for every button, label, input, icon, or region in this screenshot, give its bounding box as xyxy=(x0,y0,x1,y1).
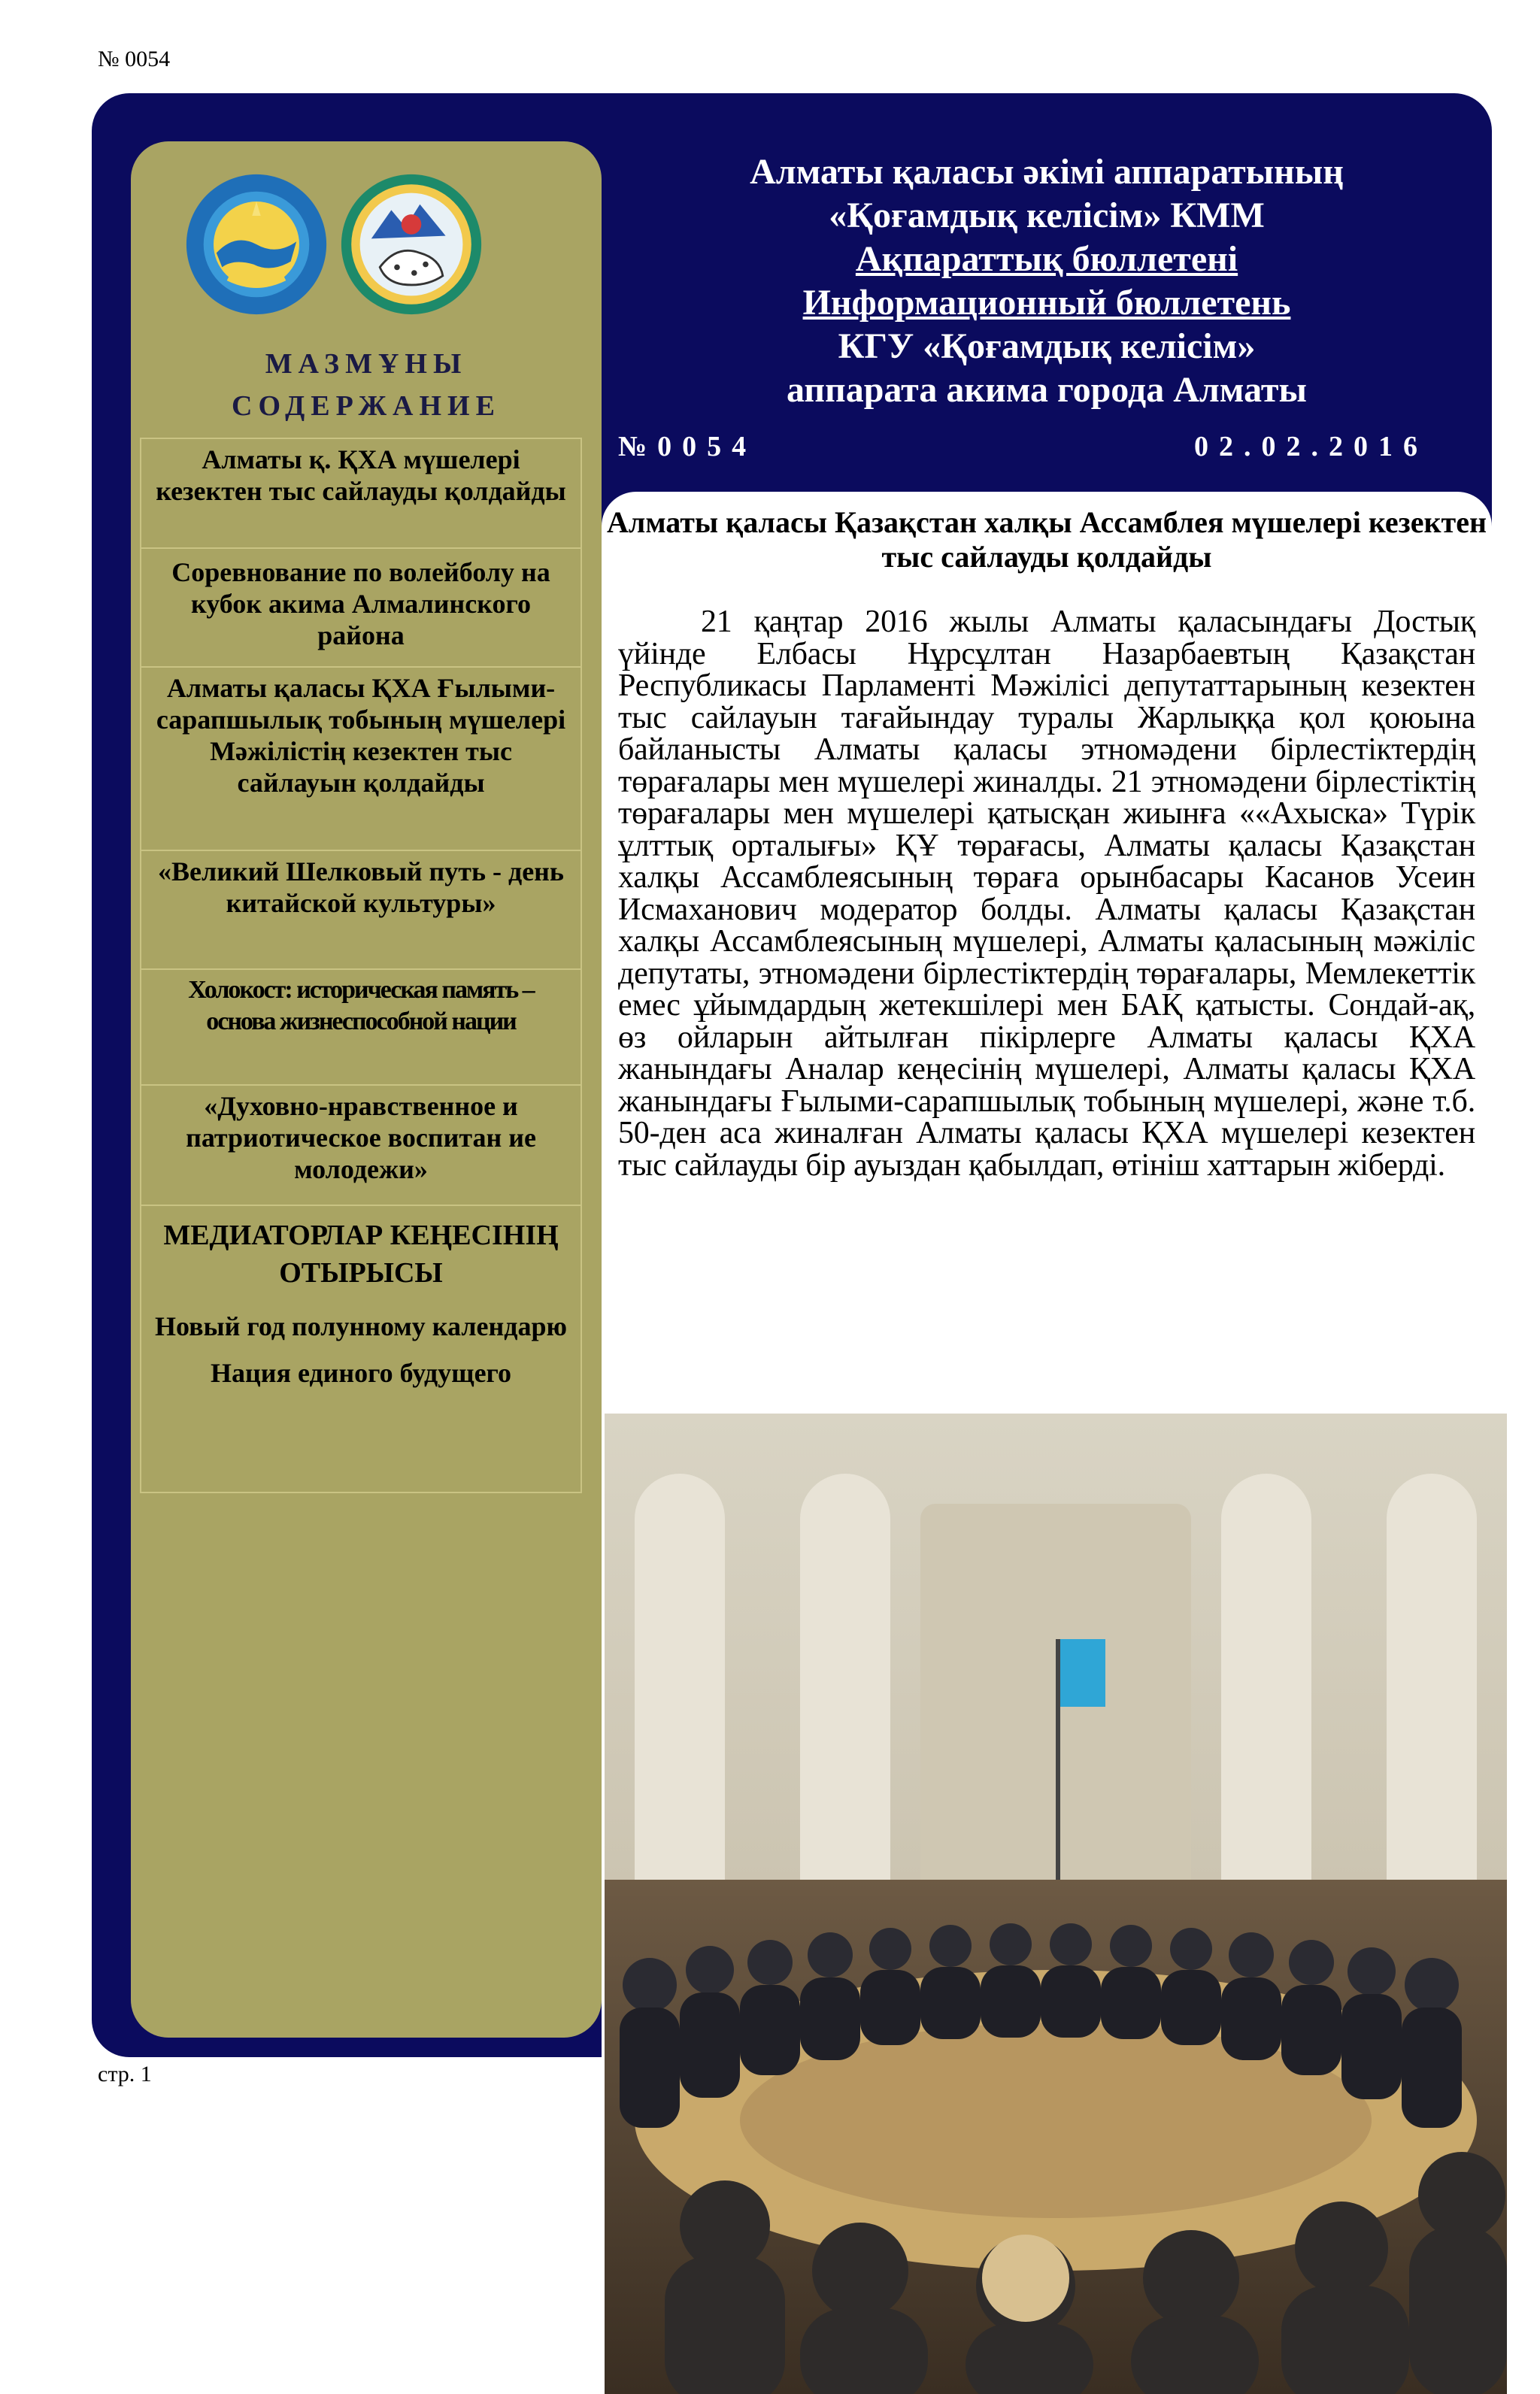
meeting-photo xyxy=(605,1414,1507,2394)
toc-item[interactable]: Соревнование по волейболу на кубок акима Алмалинского района xyxy=(141,549,581,668)
toc-heading-ru: СОДЕРЖАНИЕ xyxy=(232,390,501,422)
toc-item[interactable]: Нация единого будущего xyxy=(210,1358,511,1388)
title-line: Ақпараттық бюллетені xyxy=(855,239,1238,279)
title-line: «Қоғамдық келісім» КММ xyxy=(829,195,1265,235)
issue-date: 02.02.2016 xyxy=(1194,431,1428,462)
toc-item[interactable]: Алматы қ. ҚХА мүшелері кезектен тыс сайлауды қолдайды xyxy=(141,439,581,549)
title-line: КГУ «Қоғамдық келісім» xyxy=(838,326,1256,366)
toc-item[interactable]: Новый год полунному календарю xyxy=(155,1311,567,1341)
page-number: стр. 1 xyxy=(98,2062,152,2086)
toc-mediators-section xyxy=(141,1206,581,1403)
table-of-contents xyxy=(140,438,582,1493)
title-line: Информационный бюллетень xyxy=(802,283,1291,323)
toc-heading-kz: МАЗМҰНЫ xyxy=(265,348,468,380)
document-number: № 0054 xyxy=(98,47,171,71)
toc-section-title[interactable]: МЕДИАТОРЛАР КЕҢЕСІНІҢ ОТЫРЫСЫ xyxy=(163,1220,559,1289)
toc-item[interactable]: Алматы қаласы ҚХА Ғылыми-сарапшылық тобының мүшелері Мәжілістің кезектен тыс сайлауын қолдайды xyxy=(141,668,581,851)
title-line: аппарата акима города Алматы xyxy=(787,370,1307,410)
almaty-city-emblem-icon xyxy=(340,173,483,316)
title-line: Алматы қаласы әкімі аппаратының xyxy=(750,152,1344,192)
bulletin-title xyxy=(602,150,1492,412)
article-body: 21 қаңтар 2016 жылы Алматы қаласындағы Достық үйінде Елбасы Нұрсұлтан Назарбаевтың Қазақстан Республикасы Парламенті Мәжілісі депутаттарының кезектен тыс сайлауын тағайындау туралы Жарлыққа қол қоюына байланысты Алматы қаласы этномәдени бірлестіктердің төрағалары мен мүшелері жиналды. 21 этномәдени бірлестіктің төрағалары мен мүшелері қатысқан жиынға ««Ахыска» Түрік ұлттық орталығы» ҚҰ төрағасы, Алматы қаласы Қазақстан халқы Ассамблеясының төраға орынбасары Касанов Усеин Исмаханович модератор болды. Алматы қаласы Қазақстан халқы Ассамблеясының мүшелері, Алматы қаласының мәжіліс депутаты, этномәдени бірлестіктердің төрағалары, Мемлекеттік емес ұйымдардың жетекшілері мен БАҚ қатысты. Сондай-ақ, өз ойларын айтылған пікірлерге Алматы қаласы ҚХА жанындағы Аналар кеңесінің мүшелері, Алматы қаласы ҚХА жанындағы Ғылыми-сарапшылық тобының мүшелері, және т.б. 50-ден аса жиналған Алматы қаласы ҚХА мүшелері кезектен тыс сайлауды бір ауыздан қабылдап, өтініш хаттарын жіберді. xyxy=(618,605,1475,1183)
assembly-emblem-icon xyxy=(185,173,328,316)
toc-item[interactable]: «Духовно-нравственное и патриотическое воспитан ие молодежи» xyxy=(141,1086,581,1206)
issue-number: №0054 xyxy=(618,431,757,462)
toc-item[interactable]: Холокост: историческая память – основа жизнеспособной нации xyxy=(141,970,581,1086)
article-title: Алматы қаласы Қазақстан халқы Ассамблея мүшелері кезектен тыс сайлауды қолдайды xyxy=(607,505,1487,574)
toc-item[interactable]: «Великий Шелковый путь - день китайской культуры» xyxy=(141,851,581,970)
